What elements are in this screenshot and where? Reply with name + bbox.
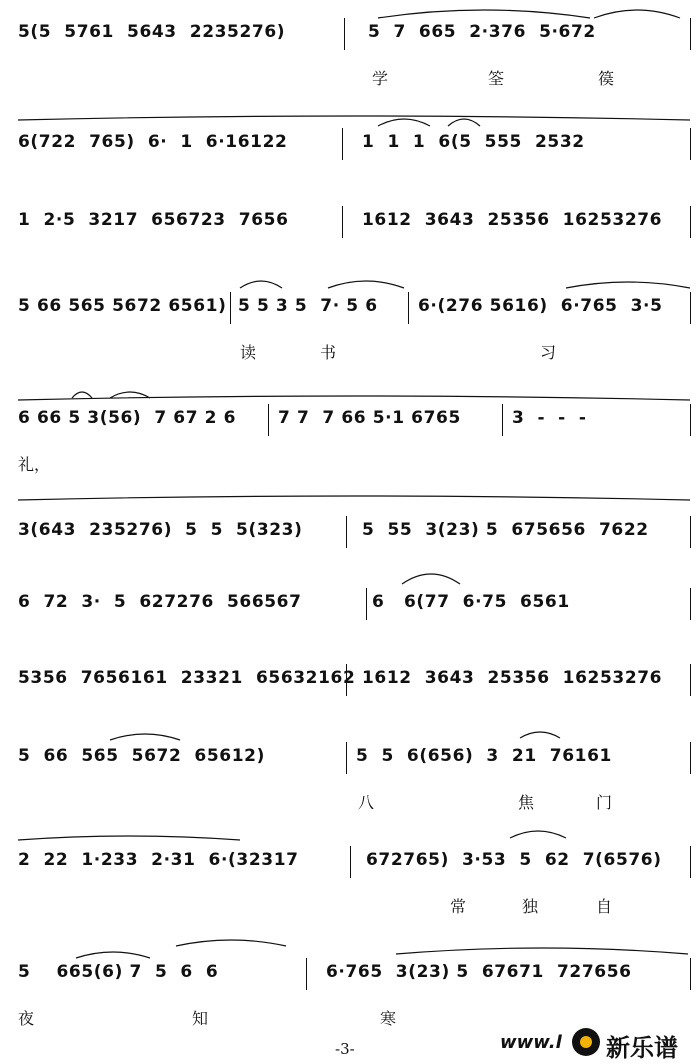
measure-notation: 1 1 1 6(5 555 2532 (362, 132, 585, 152)
lyric-syllable: 书 (320, 343, 337, 362)
measure-notation: 1612 3643 25356 16253276 (362, 210, 663, 230)
lyric-syllable: 常 (450, 897, 467, 916)
barline-end (690, 588, 691, 620)
barline (230, 292, 231, 324)
barline (342, 206, 343, 238)
slur (110, 392, 150, 398)
barline-end (690, 128, 691, 160)
barline-end (690, 18, 691, 50)
barline (268, 404, 269, 436)
slur (72, 392, 92, 398)
measure-notation: 3(643 235276) 5 5 5(323) (18, 520, 303, 540)
measure-notation: 6·(276 5616) 6·765 3·5 (418, 296, 663, 316)
measure-notation: 6 6(77 6·75 6561 (372, 592, 570, 612)
lyric-syllable: 篌 (598, 69, 615, 88)
measure-notation: 7 7 7 66 5·1 6765 (278, 408, 461, 428)
barline (346, 742, 347, 774)
barline (366, 588, 367, 620)
music-system (0, 850, 700, 916)
lyric-syllable: 门 (596, 793, 613, 812)
lyric-syllable: 学 (372, 69, 389, 88)
measure-notation: 6 72 3· 5 627276 566567 (18, 592, 302, 612)
music-system (0, 592, 700, 652)
music-system (0, 132, 700, 192)
music-system (0, 962, 700, 1028)
slur (110, 734, 180, 740)
slur (18, 116, 690, 120)
brand-name: 新乐谱 (606, 1034, 678, 1062)
lyric-syllable: 读 (240, 343, 257, 362)
slur (378, 119, 430, 126)
slur (18, 836, 240, 840)
slur (510, 831, 566, 838)
measure-notation: 672765) 3·53 5 62 7(6576) (366, 850, 662, 870)
slur (396, 948, 688, 954)
music-system (0, 210, 700, 270)
lyric-syllable: 礼， (18, 455, 51, 474)
slur (18, 496, 690, 500)
lyric-syllable: 八 (358, 793, 375, 812)
measure-notation: 5 5 6(656) 3 21 76161 (356, 746, 612, 766)
lyric-syllable: 筌 (488, 69, 505, 88)
site-url[interactable]: www.l (500, 1032, 562, 1053)
music-system (0, 296, 700, 362)
measure-notation: 1612 3643 25356 16253276 (362, 668, 663, 688)
barline-end (690, 404, 691, 436)
music-system (0, 408, 700, 474)
barline-end (690, 516, 691, 548)
lyric-syllable: 焦 (518, 793, 535, 812)
barline-end (690, 958, 691, 990)
measure-notation: 6(722 765) 6· 1 6·16122 (18, 132, 288, 152)
barline-end (690, 846, 691, 878)
slur (378, 10, 590, 18)
barline-end (690, 206, 691, 238)
measure-notation: 5 7 665 2·376 5·672 (368, 22, 596, 42)
barline (344, 18, 345, 50)
lyric-syllable: 知 (192, 1009, 209, 1028)
barline (350, 846, 351, 878)
slur (240, 281, 282, 288)
barline-end (690, 742, 691, 774)
music-system (0, 22, 700, 88)
music-system (0, 520, 700, 580)
barline (408, 292, 409, 324)
lyric-syllable: 自 (596, 897, 613, 916)
lyric-syllable: 夜 (18, 1009, 35, 1028)
slur (18, 396, 690, 400)
barline (346, 664, 347, 696)
measure-notation: 5 5 3 5 7· 5 6 (238, 296, 378, 316)
measure-notation: 5 665(6) 7 5 6 6 (18, 962, 219, 982)
barline (346, 516, 347, 548)
music-system (0, 668, 700, 728)
lyric-syllable: 独 (522, 897, 539, 916)
slur (520, 732, 560, 738)
measure-notation: 2 22 1·233 2·31 6·(32317 (18, 850, 299, 870)
logo-icon (572, 1028, 600, 1056)
music-system (0, 746, 700, 812)
page-number: -3- (335, 1040, 355, 1058)
slur (76, 952, 150, 958)
slur (594, 10, 680, 18)
measure-notation: 6 66 5 3(56) 7 67 2 6 (18, 408, 237, 428)
lyric-syllable: 寒 (380, 1009, 397, 1028)
barline (502, 404, 503, 436)
measure-notation: 3 - - - (512, 408, 587, 428)
barline-end (690, 292, 691, 324)
measure-notation: 5356 7656161 23321 65632162 (18, 668, 356, 688)
measure-notation: 5 66 565 5672 6561) (18, 296, 227, 316)
slur (566, 282, 690, 288)
lyric-syllable: 习 (540, 343, 557, 362)
measure-notation: 1 2·5 3217 656723 7656 (18, 210, 289, 230)
slur (448, 119, 480, 126)
measure-notation: 5(5 5761 5643 2235276) (18, 22, 286, 42)
measure-notation: 5 66 565 5672 65612) (18, 746, 265, 766)
slur (328, 281, 404, 288)
barline (306, 958, 307, 990)
barline-end (690, 664, 691, 696)
measure-notation: 6·765 3(23) 5 67671 727656 (326, 962, 632, 982)
barline (342, 128, 343, 160)
measure-notation: 5 55 3(23) 5 675656 7622 (362, 520, 649, 540)
slur (176, 940, 286, 946)
